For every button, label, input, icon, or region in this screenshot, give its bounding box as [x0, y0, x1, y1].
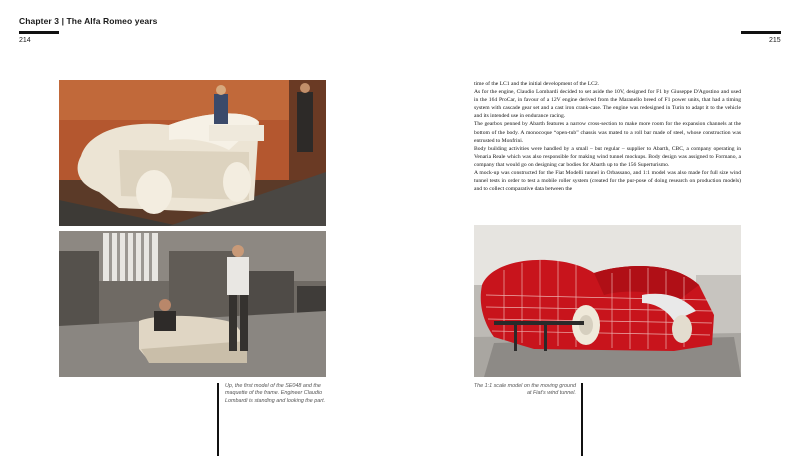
header-rule-right — [741, 31, 781, 34]
wind-tunnel-model-photo — [474, 225, 741, 377]
header-rule-left — [19, 31, 59, 34]
caption-rule-right — [581, 383, 583, 456]
body-paragraph: As for the engine, Claudio Lombardi decided to set aside the 10V, designed for F1 by Giuseppe D'Agostino and used in the 164 ProCar, in favour of a 12V engine derived from the Maranello breed of F1 power units, that had a timing system with cascade gear set and a cast iron crank-case. The engine was redesigned in Turin to adapt it to the vehicle and its intended use in endurance racing. — [474, 89, 741, 120]
page-number-right: 215 — [769, 37, 781, 44]
body-paragraph: A mock-up was constructed for the Fiat Modelli tunnel in Orbassano, and 1:1 model was also made for full size wind tunnel tests in order to test a mobile roller system (created for the pur-pose of doing research on production models) and to collect comparative data between the — [474, 170, 741, 193]
caption-right: The 1:1 scale model on the moving ground at Fiat's wind tunnel. — [473, 383, 576, 397]
mockup-photo — [59, 80, 326, 226]
body-paragraph: The gearbox penned by Abarth features a narrow cross-section to make more room for the expansion channels at the bottom of the body. A monocoque “open-tub” chassis was mated to a roll bar made of steel, whose construction was entrusted to Monfrini. — [474, 121, 741, 144]
caption-left: Up, the first model of the SE048 and the maquette of the frame. Engineer Claudio Lombardi is standing and looking the part. — [225, 383, 326, 404]
caption-rule-left — [217, 383, 219, 456]
workshop-photo — [59, 231, 326, 377]
page-number-left: 214 — [19, 37, 31, 44]
body-paragraph: Body building activities were handled by a small – but regular – supplier to Abarth, CBC, a company operating in Venaria Reale which was also responsible for making wind tunnel mockups. Body design was assigned to Formano, a company that would go on designing car bodies for Abarth up to the 156 Superturismo. — [474, 145, 741, 168]
chapter-title: Chapter 3 | The Alfa Romeo years — [19, 16, 158, 26]
body-text — [474, 80, 741, 193]
body-paragraph: time of the LC1 and the initial development of the LC2. — [474, 81, 600, 87]
